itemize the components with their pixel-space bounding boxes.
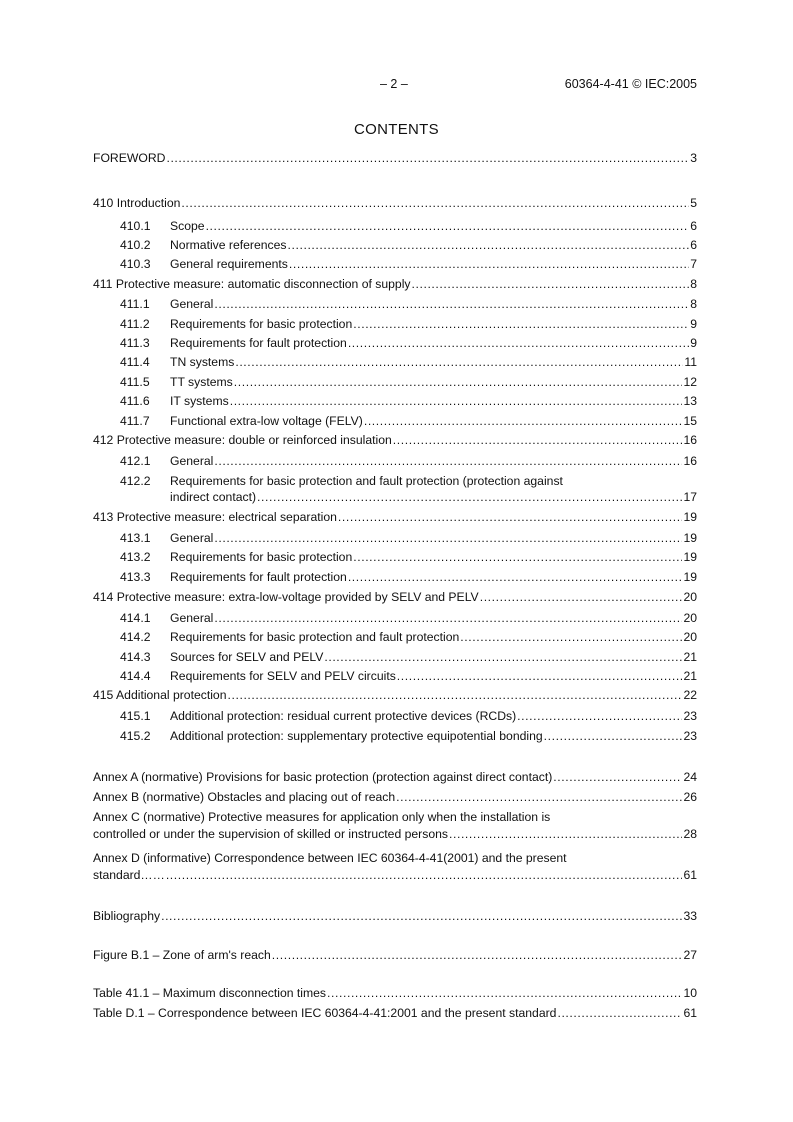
- toc-entry-s412_2[interactable]: [120, 474, 697, 489]
- dot-leader: [235, 355, 683, 370]
- entry-title: General: [170, 454, 214, 468]
- entry-title: 412 Protective measure: double or reinforced insulation: [93, 433, 392, 447]
- toc-entry-s410_2[interactable]: [120, 238, 697, 253]
- dot-leader: [396, 790, 682, 805]
- toc-entry-s410_3[interactable]: [120, 257, 697, 272]
- page-number: 6: [690, 238, 697, 252]
- section-number: 413.3: [120, 570, 151, 584]
- page-number: 3: [690, 151, 697, 165]
- dot-leader: [214, 531, 682, 546]
- dot-leader: [206, 219, 690, 234]
- page-number: 16: [683, 454, 697, 468]
- entry-title: TT systems: [170, 375, 233, 389]
- section-number: 413.2: [120, 550, 151, 564]
- entry-title: Annex A (normative) Provisions for basic protection (protection against direct contact): [93, 770, 553, 784]
- entry-title: Annex B (normative) Obstacles and placing out of reach: [93, 790, 396, 804]
- page-number: 11: [684, 355, 697, 369]
- section-number: 414.1: [120, 611, 151, 625]
- entry-title: Requirements for basic protection: [170, 317, 353, 331]
- page-number: 15: [683, 414, 697, 428]
- section-number: 411.7: [120, 414, 150, 428]
- page-number: 19: [683, 550, 697, 564]
- page-number: 20: [683, 590, 697, 604]
- entry-title: Additional protection: supplementary protective equipotential bonding: [170, 729, 543, 743]
- dot-leader: [480, 590, 683, 605]
- page-number: 26: [683, 790, 697, 804]
- section-number: 415.1: [120, 709, 151, 723]
- toc-entry-s412_2-cont[interactable]: [170, 490, 697, 505]
- section-number: 413.1: [120, 531, 151, 545]
- toc-entry-s414_1[interactable]: [120, 611, 697, 626]
- page-number: 7: [690, 257, 697, 271]
- section-number: 411.2: [120, 317, 150, 331]
- entry-title: General: [170, 611, 214, 625]
- toc-entry-s413_2[interactable]: [120, 550, 697, 565]
- page-number: 19: [683, 510, 697, 524]
- page-number: 20: [683, 630, 697, 644]
- dot-leader: [181, 196, 689, 211]
- page-number: 20: [683, 611, 697, 625]
- section-number: 414.3: [120, 650, 151, 664]
- entry-title: Requirements for fault protection: [170, 570, 347, 584]
- dot-leader: [257, 490, 682, 505]
- toc-entry-s413_3[interactable]: [120, 570, 697, 585]
- toc-entry-s415_1[interactable]: [120, 709, 697, 724]
- page-number: 10: [683, 986, 697, 1000]
- entry-title: General: [170, 531, 214, 545]
- dot-leader: [397, 669, 683, 684]
- entry-title: 413 Protective measure: electrical separation: [93, 510, 337, 524]
- page-number: 17: [683, 490, 697, 504]
- page-number: 61: [683, 868, 697, 882]
- dot-leader: [348, 336, 689, 351]
- entry-title: Annex C (normative) Protective measures for application only when the installation is: [93, 810, 551, 824]
- entry-title: Requirements for fault protection: [170, 336, 347, 350]
- entry-title: IT systems: [170, 394, 229, 408]
- dot-leader: [353, 317, 689, 332]
- toc-entry-s410_1[interactable]: [120, 219, 697, 234]
- page-number: 12: [683, 375, 697, 389]
- toc-entry-s414_3[interactable]: [120, 650, 697, 665]
- page-number: 5: [690, 196, 697, 210]
- toc-entry-tab41_1[interactable]: [93, 986, 697, 1001]
- dot-leader: [166, 868, 683, 883]
- toc-entry-annexC[interactable]: [93, 810, 697, 825]
- section-number: 411.5: [120, 375, 150, 389]
- entry-title: Table 41.1 – Maximum disconnection times: [93, 986, 327, 1000]
- page-number-header: – 2 –: [380, 77, 408, 91]
- entry-title: 410 Introduction: [93, 196, 181, 210]
- page-number: 23: [683, 729, 697, 743]
- toc-entry-annexB[interactable]: [93, 790, 697, 805]
- toc-entry-tabD1[interactable]: [93, 1006, 697, 1021]
- page-number: 23: [683, 709, 697, 723]
- page-number: 21: [683, 669, 697, 683]
- entry-title: Requirements for basic protection and fault protection (protection against: [170, 474, 563, 488]
- dot-leader: [288, 238, 690, 253]
- toc-entry-annexC-cont[interactable]: [93, 827, 697, 842]
- entry-title: Figure B.1 – Zone of arm's reach: [93, 948, 271, 962]
- page-number: 9: [690, 317, 697, 331]
- dot-leader: [214, 611, 682, 626]
- section-number: 411.6: [120, 394, 150, 408]
- section-number: 414.2: [120, 630, 151, 644]
- dot-leader: [324, 650, 682, 665]
- dot-leader: [272, 948, 683, 963]
- dot-leader: [553, 770, 682, 785]
- document-id: 60364-4-41 © IEC:2005: [564, 77, 697, 91]
- entry-title: 415 Additional protection: [93, 688, 227, 702]
- toc-entry-s411_2[interactable]: [120, 317, 697, 332]
- page-number: 8: [690, 297, 697, 311]
- section-number: 412.2: [120, 474, 151, 488]
- page-number: 19: [683, 531, 697, 545]
- dot-leader: [393, 433, 683, 448]
- entry-title: Additional protection: residual current protective devices (RCDs): [170, 709, 517, 723]
- section-number: 412.1: [120, 454, 151, 468]
- entry-title-continued: controlled or under the supervision of skilled or instructed persons: [93, 827, 448, 841]
- toc-entry-s410[interactable]: [93, 196, 697, 211]
- toc-entry-s414_4[interactable]: [120, 669, 697, 684]
- section-number: 410.1: [120, 219, 151, 233]
- toc-entry-s411_1[interactable]: [120, 297, 697, 312]
- page-number: 28: [683, 827, 697, 841]
- toc-entry-figB1[interactable]: [93, 948, 697, 963]
- entry-title: Requirements for SELV and PELV circuits: [170, 669, 396, 683]
- dot-leader: [166, 151, 689, 166]
- dot-leader: [460, 630, 682, 645]
- toc-entry-s411_3[interactable]: [120, 336, 697, 351]
- toc-entry-s412[interactable]: [93, 433, 697, 448]
- entry-title: General requirements: [170, 257, 288, 271]
- section-number: 415.2: [120, 729, 151, 743]
- entry-title: Bibliography: [93, 909, 161, 923]
- page-number: 8: [690, 277, 697, 291]
- section-number: 411.4: [120, 355, 150, 369]
- toc-entry-s414_2[interactable]: [120, 630, 697, 645]
- toc-entry-annexD[interactable]: [93, 851, 697, 866]
- toc-entry-s413[interactable]: [93, 510, 697, 525]
- page-number: 21: [683, 650, 697, 664]
- dot-leader: [364, 414, 683, 429]
- entry-title: Table D.1 – Correspondence between IEC 60364-4-41:2001 and the present standard: [93, 1006, 557, 1020]
- entry-title-continued: indirect contact): [170, 490, 257, 504]
- toc-entry-s415[interactable]: [93, 688, 697, 703]
- toc-entry-s411_6[interactable]: [120, 394, 697, 409]
- toc-entry-s412_1[interactable]: [120, 454, 697, 469]
- entry-title: Sources for SELV and PELV: [170, 650, 324, 664]
- page-number: 61: [683, 1006, 697, 1020]
- page-number: 16: [683, 433, 697, 447]
- entry-title: TN systems: [170, 355, 235, 369]
- page-number: 24: [683, 770, 697, 784]
- page-number: 33: [683, 909, 697, 923]
- dot-leader: [234, 375, 683, 390]
- dot-leader: [327, 986, 682, 1001]
- dot-leader: [557, 1006, 682, 1021]
- dot-leader: [412, 277, 690, 292]
- entry-title: 414 Protective measure: extra-low-voltage provided by SELV and PELV: [93, 590, 479, 604]
- dot-leader: [348, 570, 683, 585]
- entry-title: 411 Protective measure: automatic disconnection of supply: [93, 277, 411, 291]
- contents-title: CONTENTS: [354, 121, 439, 138]
- section-number: 410.2: [120, 238, 151, 252]
- dot-leader: [214, 454, 682, 469]
- dot-leader: [214, 297, 689, 312]
- page-number: 13: [683, 394, 697, 408]
- entry-title: Normative references: [170, 238, 287, 252]
- toc-entry-annexA[interactable]: [93, 770, 697, 785]
- dot-leader: [517, 709, 682, 724]
- page-number: 27: [683, 948, 697, 962]
- dot-leader: [230, 394, 683, 409]
- section-number: 410.3: [120, 257, 151, 271]
- toc-entry-s411_5[interactable]: [120, 375, 697, 390]
- entry-title: Annex D (informative) Correspondence between IEC 60364-4-41(2001) and the present: [93, 851, 567, 865]
- dot-leader: [161, 909, 682, 924]
- toc-entry-s414[interactable]: [93, 590, 697, 605]
- entry-title-continued: standard……: [93, 868, 165, 882]
- section-number: 411.1: [120, 297, 150, 311]
- toc-entry-bibliography[interactable]: [93, 909, 697, 924]
- page-number: 9: [690, 336, 697, 350]
- section-number: 411.3: [120, 336, 150, 350]
- toc-entry-s411_4[interactable]: [120, 355, 697, 370]
- page-number: 6: [690, 219, 697, 233]
- entry-title: Functional extra-low voltage (FELV): [170, 414, 363, 428]
- dot-leader: [228, 688, 683, 703]
- toc-entry-s413_1[interactable]: [120, 531, 697, 546]
- dot-leader: [338, 510, 683, 525]
- entry-title: Requirements for basic protection: [170, 550, 353, 564]
- toc-entry-s411[interactable]: [93, 277, 697, 292]
- entry-title: FOREWORD: [93, 151, 166, 165]
- page-number: 19: [683, 570, 697, 584]
- toc-entry-s411_7[interactable]: [120, 414, 697, 429]
- section-number: 414.4: [120, 669, 151, 683]
- toc-entry-foreword[interactable]: [93, 151, 697, 166]
- page-number: 22: [683, 688, 697, 702]
- entry-title: General: [170, 297, 214, 311]
- entry-title: Requirements for basic protection and fault protection: [170, 630, 460, 644]
- dot-leader: [289, 257, 689, 272]
- toc-entry-annexD-cont[interactable]: [93, 868, 697, 883]
- dot-leader: [544, 729, 683, 744]
- toc-entry-s415_2[interactable]: [120, 729, 697, 744]
- entry-title: Scope: [170, 219, 205, 233]
- dot-leader: [353, 550, 682, 565]
- dot-leader: [449, 827, 682, 842]
